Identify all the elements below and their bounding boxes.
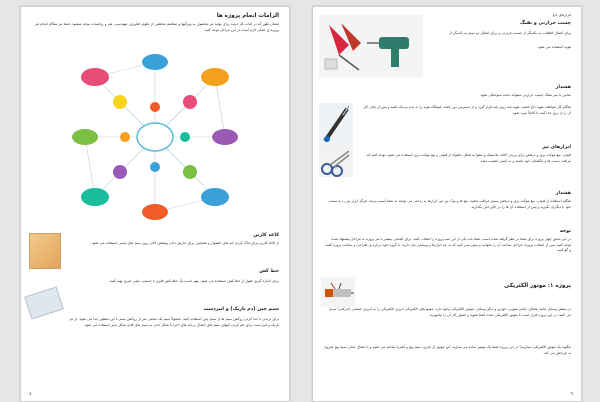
page-number: ۸ xyxy=(29,391,32,397)
glue-text: برای اتصال قطعات به یکدیگر از چسب حرارتی و برای اتصال دو سیم به یکدیگر از xyxy=(449,31,571,35)
mindmap-diagram xyxy=(65,47,245,227)
wire-text: برای بریدن یا جدا کردن روکش سیم ها از سیم چین استفاده کنید. معمولاً سیم یک سانتی متر از روکش سیم با این منظور جدا می شود. از دم باریک و انبردست برای خم کردن انتهای سیم های اتصال و پایه های اجزا با شکل دادن به سیم های قابل شکل پذیر استفاده می شود. xyxy=(69,317,279,327)
warning-text: نماس با سر تفنگ چسب حرارتی میتواند باعث سوختگی شود. xyxy=(479,93,571,97)
page-number: ۹ xyxy=(570,391,573,397)
requirements-intro: شمان طور که در کتاب کار دیدید برای تولید هر محصول به ویژگیها و مفاهیم مختلفی از علوم، فناوری، مهندسی، هنر و ریاضیات توجه میشود. شما نیز هنگام انجام هر پروژه ی عملی لازم است در این مراحل توجه کنید. xyxy=(35,22,279,32)
ruler-photo xyxy=(24,286,64,319)
warning2-text: هنگام استفاده از قیچی، تیغ موکت بری و درفش بسیار مراقب باشید. تیغ ها و نوک تیز این ابزارها به راحتی می توانند به شما آسیب بزنند. هرگز ابزار تیز را به سمت خود یا دیگران نگیرید و پس از استفاده آن ها را در جای امن بگذارید. xyxy=(328,199,571,209)
right-page xyxy=(312,6,582,402)
note-text: در این بخش چهار پروژه برای شما در نظر گرفته شده است. شما باید یکی از این سه پروژه را انتخاب کنید. برای آشنایی بیشتر با هر پروژه به مراحل پیشنهاد شده توجه کنید. پس از انتخاب پروژه، مراحل ساخت آن را بخوانید و پیش بینی کنید که به چه ابزارها و وسایلی نیاز دارید. با گروه خود درباره ی طراحی و ساخت پروژه گفت و گو کنید. xyxy=(324,237,571,253)
warning-label: هشدار xyxy=(555,85,571,90)
carbon-title: کاغذ کاربن xyxy=(253,233,279,238)
sharp-tools-text: قیچی، تیغ موکت بری و درفش برای بریدن کاغذ، پلاستیک و مقوا به شکل دلخواه از قیچی و تیغ موکت بری استفاده می شود. توجه کنید که مراقب دست ها و انگشتان خود باشید و به ایمنی اهمیت دهید. xyxy=(366,153,571,163)
ruler-title: خط کش xyxy=(259,269,279,274)
carbon-text: از کاغذ کاربن برای ماک کردن لبه های ناهموار و همچنین برای خارش دادن پوشش لاکی روی سیم های مسی استفاده می شود. xyxy=(90,241,279,245)
solder-text: هنگام کار مواظب هویه داغ باشید. هویه باید روی پایه قرار گیرد و از دسترس دور باشد. هیچگاه هویه را به بدن نزدیک نکنید و پس از پایان کار آن را از برق جدا کنید تا کاملاً سرد شود. xyxy=(363,105,571,115)
project-text-2: چگونه یک موتور الکتریکی بسازیم؟ در این پروژه شما یک موتور ساده می سازید. این موتور از باتری، سیم پیچ و آهنربا ساخته می شود و با اتصال مدار، سیم پیچ شروع به چرخش می کند. xyxy=(324,345,571,355)
glue-text-2: هویه استفاده می شود. xyxy=(536,45,571,49)
requirements-heading: الزامات انجام پروژه ها xyxy=(216,13,279,19)
scissors-photo xyxy=(319,147,353,177)
carbon-paper-photo xyxy=(29,233,61,269)
left-page xyxy=(20,6,290,402)
tools-label: ابزارهای داغ xyxy=(552,13,571,17)
motor-photo xyxy=(321,277,355,307)
ruler-text: برای اندازه گیری طول از خط کش استفاده می شود. بهتر است یک خط کش فلزی یا حسابی میلی متری تهیه کنید. xyxy=(108,279,279,283)
glue-gun-photo xyxy=(319,15,423,77)
warning2-label: هشدار xyxy=(555,191,571,196)
sharp-tools-label: ابزارهای تیز xyxy=(542,145,571,150)
glue-title: چسب حرارتی و تفنگ xyxy=(519,21,571,26)
project-title: پروژه ۱: موتور الکتریکی xyxy=(504,283,571,289)
wire-title: سیم چین (دم باریک) و انبردست xyxy=(203,307,279,312)
project-text: در بیشتر وسایل مانند یخچال، لباس شویی، خودرو و دیگر وسایل، موتور الکتریکی وجود دارد. موتورهای الکتریکی انرژی الکتریکی را به انرژی جنبشی (حرکتی) تبدیل می کنند. در این پروژه قرار است با موتور الکتریکی ساده آشنا شوید و اصول کار آن را بیاموزید. xyxy=(328,307,571,317)
soldering-iron-photo xyxy=(319,103,353,147)
note-label: توجه xyxy=(559,229,571,234)
